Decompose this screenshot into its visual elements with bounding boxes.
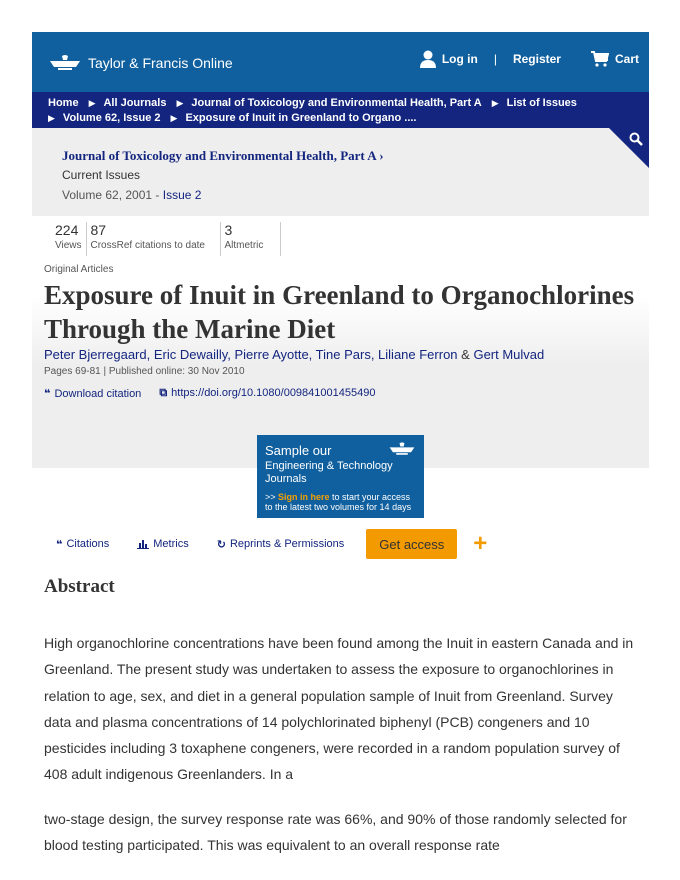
site-logo[interactable] <box>48 54 233 72</box>
promo-cta <box>265 492 416 512</box>
publication-info: Pages 69-81 | Published online: 30 Nov 2010 <box>44 366 245 377</box>
chevron-right-icon: › <box>379 148 384 163</box>
last-author-link[interactable]: Gert Mulvad <box>473 347 545 362</box>
login-label: Log in <box>441 52 478 66</box>
promo-cta-prefix: >> <box>265 492 279 502</box>
metric-value: 3 <box>224 222 233 238</box>
breadcrumb-arrow-icon: ▶ <box>170 113 178 123</box>
bar-chart-icon <box>137 539 149 549</box>
breadcrumb-volume[interactable]: Volume 62, Issue 2 <box>62 112 161 124</box>
breadcrumb-arrow-icon: ▶ <box>88 98 96 108</box>
cart-link[interactable] <box>591 51 639 67</box>
tab-citations[interactable] <box>56 529 109 559</box>
author-ampersand: & <box>461 347 470 362</box>
tab-reprints[interactable] <box>217 529 345 559</box>
user-icon <box>420 50 436 68</box>
breadcrumb-journal[interactable]: Journal of Toxicology and Environmental Health, Part A <box>191 97 482 109</box>
abstract-paragraph-continued: two-stage design, the survey response rate was 66%, and 90% of those randomly selected for blood testing participated. This was equivalent to an overall response rate <box>44 811 627 854</box>
logo-text: Taylor & Francis Online <box>88 55 233 71</box>
article-links <box>44 387 375 400</box>
promo-sign-in-link[interactable]: Sign in here <box>278 492 330 502</box>
metric-value: 87 <box>90 222 107 238</box>
register-link[interactable]: Register <box>512 52 561 66</box>
promo-cta-suffix: to start your access to the latest two volumes for 14 days <box>265 492 412 512</box>
login-link[interactable] <box>420 50 478 68</box>
breadcrumb-home[interactable]: Home <box>48 97 79 109</box>
abstract-heading: Abstract <box>44 576 115 597</box>
abstract-paragraph: High organochlorine concentrations have been found among the Inuit in eastern Canada and in Greenland. The present study was undertaken to assess the exposure to organochlorines in relation to age, sex, and diet in a general population sample of Inuit from Greenland. Survey data and plasma concentrations of 14 polychlorinated biphenyl (PCB) congeners and 10 pesticides including 3 toxaphene congeners, were recorded in a random population survey of 408 adult indigenous Greenlanders. In a <box>44 635 634 783</box>
quote-icon: ❝ <box>56 538 63 551</box>
plus-icon[interactable]: + <box>473 530 488 557</box>
current-issues-label: Current Issues <box>62 168 141 182</box>
quote-icon: ❝ <box>44 388 51 400</box>
issue-info-panel <box>32 128 649 216</box>
tab-metrics-label: Metrics <box>153 538 189 550</box>
breadcrumb-list-of-issues[interactable]: List of Issues <box>506 97 577 109</box>
search-icon[interactable] <box>629 132 643 146</box>
breadcrumb <box>32 92 649 128</box>
breadcrumb-all-journals[interactable]: All Journals <box>103 97 167 109</box>
download-citation-label: Download citation <box>54 388 142 400</box>
authors-links[interactable]: Peter Bjerregaard, Eric Dewailly, Pierre Ayotte, Tine Pars, Liliane Ferron <box>44 347 458 362</box>
metric-label: CrossRef citations to date <box>90 240 205 251</box>
article-tabs <box>56 529 487 559</box>
tf-cup-icon <box>48 54 82 72</box>
breadcrumb-arrow-icon: ▶ <box>176 98 184 108</box>
tab-metrics[interactable] <box>137 529 188 559</box>
metric-altmetric[interactable] <box>225 222 281 256</box>
site-header <box>32 32 649 92</box>
promo-line1: Sample our <box>265 443 332 458</box>
metric-label: Altmetric <box>224 240 264 251</box>
breadcrumb-arrow-icon: ▶ <box>491 98 499 108</box>
promo-line2: Engineering & Technology Journals <box>265 460 393 485</box>
volume-text: Volume 62, 2001 - <box>62 188 163 202</box>
promo-banner[interactable] <box>257 435 424 518</box>
header-separator: | <box>493 52 497 66</box>
breadcrumb-arrow-icon: ▶ <box>48 113 55 123</box>
metric-crossref <box>91 222 221 256</box>
tf-cup-icon <box>388 441 416 457</box>
issue-link[interactable]: Issue 2 <box>162 188 202 202</box>
cart-icon <box>591 51 609 67</box>
refresh-icon: ↻ <box>216 538 226 551</box>
journal-title: Journal of Toxicology and Environmental Health, Part A <box>62 148 376 163</box>
journal-title-link[interactable] <box>62 148 384 164</box>
doi-label: https://doi.org/10.1080/009841001455490 <box>171 387 376 399</box>
external-link-icon: ⧉ <box>159 387 168 399</box>
metric-views <box>55 222 87 256</box>
author-list <box>44 347 544 362</box>
breadcrumb-article: Exposure of Inuit in Greenland to Organo .... <box>185 112 417 124</box>
tab-reprints-label: Reprints & Permissions <box>229 538 345 550</box>
metric-value: 224 <box>55 222 79 238</box>
get-access-button[interactable]: Get access <box>366 529 457 559</box>
article-title: Exposure of Inuit in Greenland to Organochlorines Through the Marine Diet <box>44 280 635 344</box>
doi-link[interactable] <box>159 387 375 400</box>
article-type: Original Articles <box>44 264 114 275</box>
article-metrics <box>55 222 285 256</box>
download-citation-link[interactable] <box>44 387 141 400</box>
tab-citations-label: Citations <box>66 538 110 550</box>
metric-label: Views <box>55 240 82 251</box>
cart-label: Cart <box>614 52 639 66</box>
volume-info <box>62 188 201 202</box>
